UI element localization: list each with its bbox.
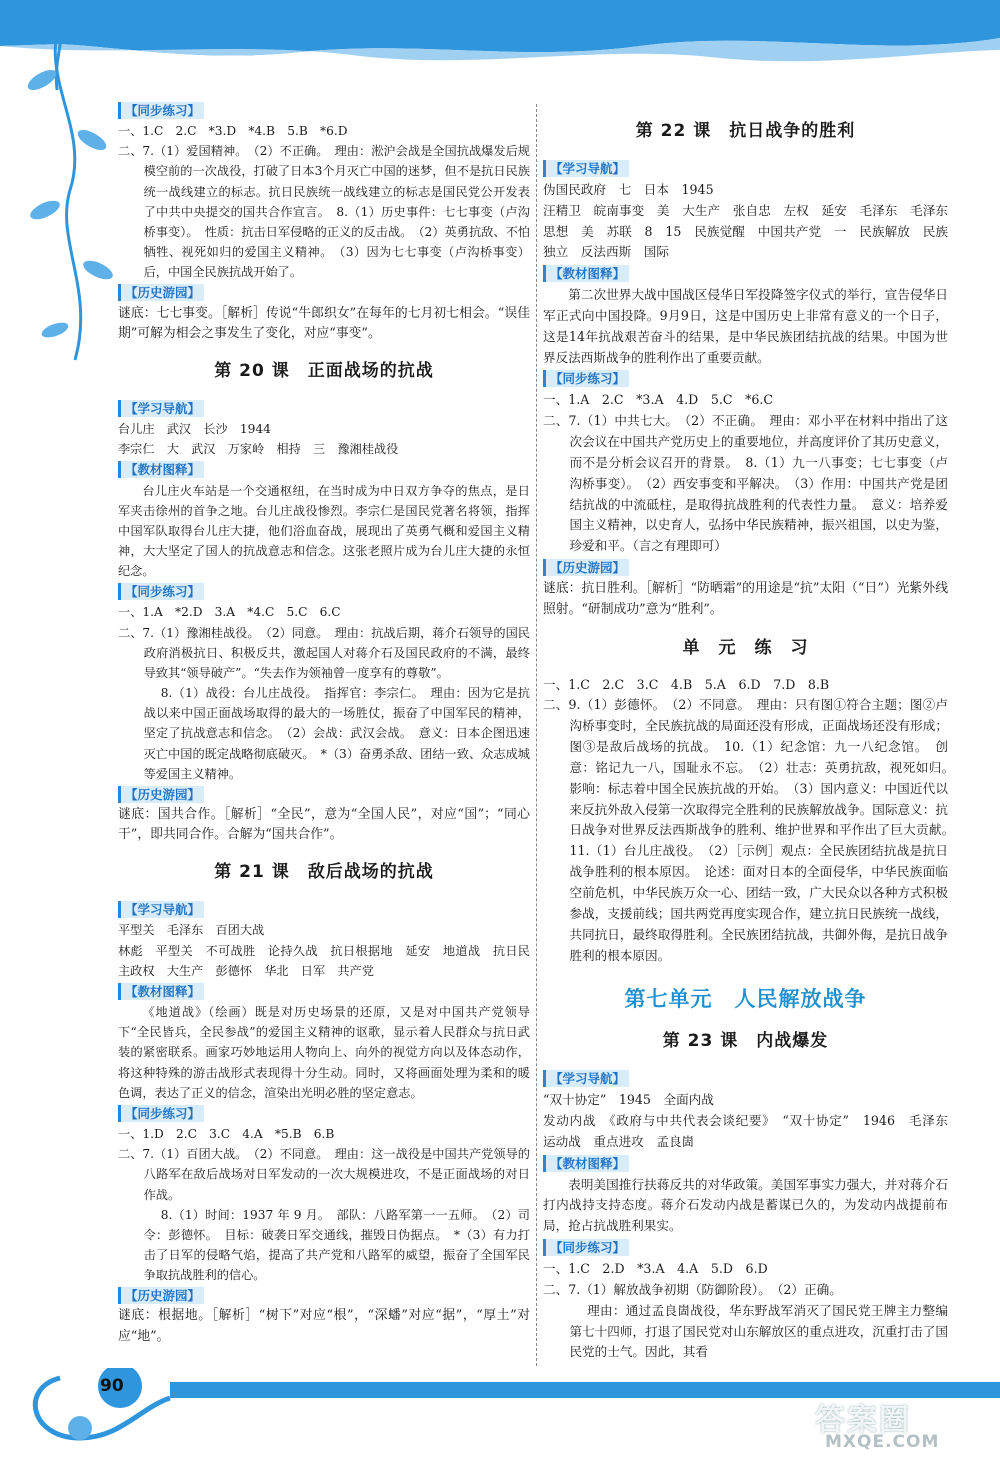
section-tag: 【历史游园】 xyxy=(543,559,629,576)
section-tag: 【教材图释】 xyxy=(118,461,204,478)
nav-line: 林彪 平型关 不可战胜 论持久战 抗日根据地 延安 地道战 抗日民主政权 大生产 彭德怀 华北 日军 共产党 xyxy=(118,943,530,978)
answer-line: 8.（1）战役：台儿庄战役。 指挥官：李宗仁。 理由：因为它是抗战以来中国正面战场取得的最大的一场胜仗，振奋了中国军民的精神，坚定了抗战意志和信念。 （2）会战：武汉会战。 意义：日本企图迅速灭亡中国的既定战略彻底破灭。 *（3）奋勇杀敌、团结一致、众志成城等爱国主义精神。 xyxy=(143,686,530,781)
riddle-answer: 谜底：抗日胜利。［解析］“防晒霜”的用途是“抗”太阳（“日”）光紫外线照射。“研制成功”意为“胜利”。 xyxy=(543,580,948,617)
picture-explanation: 表明美国推行扶蒋反共的对华政策。美国军事实力强大，并对蒋介石打内战持支持态度。蒋介石发动内战是蓄谋已久的，为发动内战提前布局，抢占抗战胜利果实。 xyxy=(543,1176,948,1234)
vine-decoration xyxy=(0,20,115,380)
nav-line: 发动内战 《政府与中共代表会谈纪要》 “双十协定” 1946 毛泽东 运动战 重点进攻 孟良崮 xyxy=(543,1113,961,1149)
section-tag: 【学习导航】 xyxy=(543,160,629,177)
answer-line: 一、1.C 2.C *3.D *4.B 5.B *6.D xyxy=(118,124,348,139)
picture-explanation: 第二次世界大战中国战区侵华日军投降签字仪式的举行，宣告侵华日军正式向中国投降。9月9日，这是中国历史上非常有意义的一个日子，这是14年抗战艰苦奋斗的结果，是中华民族团结抗战的结果。中国为世界反法西斯战争的胜利作出了重要贡献。 xyxy=(543,287,948,365)
answer-line: 理由：通过孟良崮战役，华东野战军消灭了国民党王牌主力整编第七十四师，打退了国民党对山东解放区的重点进攻，沉重打击了国民党的士气。因此，其看 xyxy=(569,1302,948,1360)
answer-line: 二、7.（1）爱国精神。 （2）不正确。 理由：淞沪会战是全国抗战爆发后规模空前的一次战役，打破了日本3个月灭亡中国的迷梦，但不是抗日民族统一战线建立的标志。抗日民族统一战线建立的标志是国民党公开发表了中共中央提交的国共合作宣言。 8.（1）历史事件：七七事变（卢沟桥事变）。 性质：抗击日军侵略的正义的反击战。 （2）英勇抗敌、不怕牺牲、视死如归的爱国主义精神。 （3）因为七七事变（卢沟桥事变）后，中国全民族抗战开始了。 xyxy=(118,144,530,280)
riddle-answer: 谜底：国共合作。［解析］“全民”，意为“全国人民”，对应“国”；“同心干”，即共同合作。合解为“国共合作”。 xyxy=(118,807,530,843)
section-tag: 【同步练习】 xyxy=(118,583,204,600)
left-column xyxy=(118,100,530,1347)
lesson-title: 第 21 课 敌后战场的抗战 xyxy=(214,862,434,883)
column-divider xyxy=(536,104,537,1366)
nav-line: 台儿庄 武汉 长沙 1944 xyxy=(118,422,271,437)
nav-line: “双十协定” 1945 全面内战 xyxy=(543,1092,714,1108)
answer-line: 二、7.（1）百团大战。 （2）不同意。 理由：这一战役是中国共产党领导的八路军在敌后战场对日军发动的一次大规模进攻，不是正面战场的对日作战。 xyxy=(118,1147,530,1202)
unit-title: 第七单元 人民解放战争 xyxy=(624,987,867,1012)
answer-line: 一、1.A 2.C *3.A 4.D 5.C *6.C xyxy=(543,392,774,408)
answer-line: 一、1.D 2.C 3.C 4.A *5.B 6.B xyxy=(118,1127,335,1142)
lesson-title: 第 23 课 内战爆发 xyxy=(662,1031,829,1052)
answer-line: 二、7.（1）解放战争初期（防御阶段）。 （2）正确。 xyxy=(543,1281,842,1297)
answer-line: 二、7.（1）中共七大。 （2）不正确。 理由：邓小平在材料中指出了这次会议在中国共产党历史上的重要地位，并高度评价了其历史意义，而不是分析会议召开的背景。 8.（1）九一八事变；七七事变（卢沟桥事变）。 （2）西安事变和平解决。 （3）作用：中国共产党是团结抗战的中流砥柱，是取得抗战胜利的代表性力量。 意义：培养爱国主义精神，以史育人，弘扬中华民族精神，振兴祖国，以史为鉴，珍爱和平。（言之有理即可） xyxy=(543,413,948,554)
section-tag: 【学习导航】 xyxy=(543,1070,629,1087)
nav-line: 汪精卫 皖南事变 美 大生产 张自忠 左权 延安 毛泽东 毛泽东思想 美 苏联 8 15 民族觉醒 中国共产党 一 民族解放 民族独立 反法西斯 国际 xyxy=(543,202,948,260)
section-tag: 【教材图释】 xyxy=(118,983,204,1000)
section-tag: 【历史游园】 xyxy=(118,786,204,803)
picture-explanation: 《地道战》（绘画）既是对历史场景的还原，又是对中国共产党领导下“全民皆兵，全民参战”的爱国主义精神的讴歌，显示着人民群众与抗日武装的紧密联系。画家巧妙地运用人物向上、向外的视觉方向以及体态动作，将这种特殊的游击战形式表现得十分生动。同时，又将画面处理为柔和的暖色调，表达了正义的信念，渲染出光明必胜的坚定意志。 xyxy=(118,1005,530,1100)
nav-line: 伪国民政府 七 日本 1945 xyxy=(543,181,714,197)
answer-line: 二、7.（1）豫湘桂战役。 （2）同意。 理由：抗战后期，蒋介石领导的国民政府消极抗日、积极反共，激起国人对蒋介石及国民政府的不满，最终导致其“领导破产”。“失去作为领袖曾一度享有的尊敬”。 xyxy=(118,625,530,680)
section-tag: 【教材图释】 xyxy=(543,265,629,282)
right-column xyxy=(543,100,961,1363)
watermark-url: MXQE.COM xyxy=(825,1432,940,1452)
section-tag: 【同步练习】 xyxy=(543,370,629,387)
answer-line: 一、1.A *2.D 3.A *4.C 5.C 6.C xyxy=(118,605,341,620)
section-tag: 【教材图释】 xyxy=(543,1155,629,1172)
lesson-title: 第 22 课 抗日战争的胜利 xyxy=(635,121,856,141)
answer-line: 一、1.C 2.D *3.A 4.A 5.D 6.D xyxy=(543,1260,768,1276)
picture-explanation: 台儿庄火车站是一个交通枢纽，在当时成为中日双方争夺的焦点，是日军夹击徐州的首争之地。台儿庄战役惨烈。李宗仁是国民党著名将领，指挥中国军队取得台儿庄大捷，他们浴血奋战，展现出了英勇气概和爱国主义精神，大大坚定了国人的抗战意志和信念。这张老照片成为台儿庄大捷的永恒纪念。 xyxy=(118,483,530,579)
section-tag: 【学习导航】 xyxy=(118,901,204,918)
riddle-answer: 谜底：根据地。［解析］“树下”对应“根”，“深蟠”对应“据”，“厚土”对应“地”。 xyxy=(118,1308,530,1344)
section-tag: 【历史游园】 xyxy=(118,1287,204,1304)
riddle-answer: 谜底：七七事变。［解析］传说“牛郎织女”在每年的七月初七相会。“误佳期”可解为相会之事发生了变化，对应“事变”。 xyxy=(118,305,530,341)
section-tag: 【历史游园】 xyxy=(118,284,204,301)
answer-line: 一、1.C 2.C 3.C 4.B 5.A 6.D 7.D 8.B xyxy=(543,676,830,692)
section-tag: 【学习导航】 xyxy=(118,400,204,417)
top-wave-decoration xyxy=(0,0,1000,90)
nav-line: 李宗仁 大 武汉 万家岭 相持 三 豫湘桂战役 xyxy=(118,442,399,457)
answer-line: 8.（1）时间：1937 年 9 月。 部队：八路军第一一五师。 （2）司令：彭德怀。 目标：破袭日军交通线，摧毁日伪据点。 *（3）有力打击了日军的侵略气焰，提高了共产党和八路军的威望，振奋了全国军民争取抗战胜利的信心。 xyxy=(143,1207,530,1283)
nav-line: 平型关 毛泽东 百团大战 xyxy=(118,923,265,938)
unit-practice-title: 单 元 练 习 xyxy=(682,637,809,658)
section-tag: 【同步练习】 xyxy=(118,102,204,119)
section-tag: 【同步练习】 xyxy=(118,1105,204,1122)
watermark-logo: 答案圈 xyxy=(815,1403,911,1438)
page-number: 90 xyxy=(100,1376,124,1396)
answer-line: 二、9.（1）彭德怀。 （2）不同意。 理由：只有图①符合主题；图②卢沟桥事变时，全民族抗战的局面还没有形成，正面战场还没有形成；图③是敌后战场的抗战。 10.（1）纪念馆：九一八纪念馆。 创意：铭记九一八，国耻永不忘。 （2）壮志：英勇抗敌，视死如归。 影响：标志着中国全民族抗战的开始。 （3）国内意义：中国近代以来反抗外敌入侵第一次取得完全胜利的民族解放战争。国际意义：抗日战争对世界反法西斯战争的胜利、维护世界和平作出了巨大贡献。 11.（1）台儿庄战役。 （2）［示例］观点：全民族团结抗战是抗日战争胜利的根本原因。 论述：面对日本的全面侵华，中华民族面临空前危机，中华民族万众一心、团结一致，广大民众以各种方式积极参战，支援前线；国共两党再度实现合作，建立抗日民族统一战线，共同抗日，最终取得胜利。全民族团结抗战，共御外侮，是抗日战争胜利的根本原因。 xyxy=(543,697,961,963)
section-tag: 【同步练习】 xyxy=(543,1239,629,1256)
lesson-title: 第 20 课 正面战场的抗战 xyxy=(214,360,434,381)
